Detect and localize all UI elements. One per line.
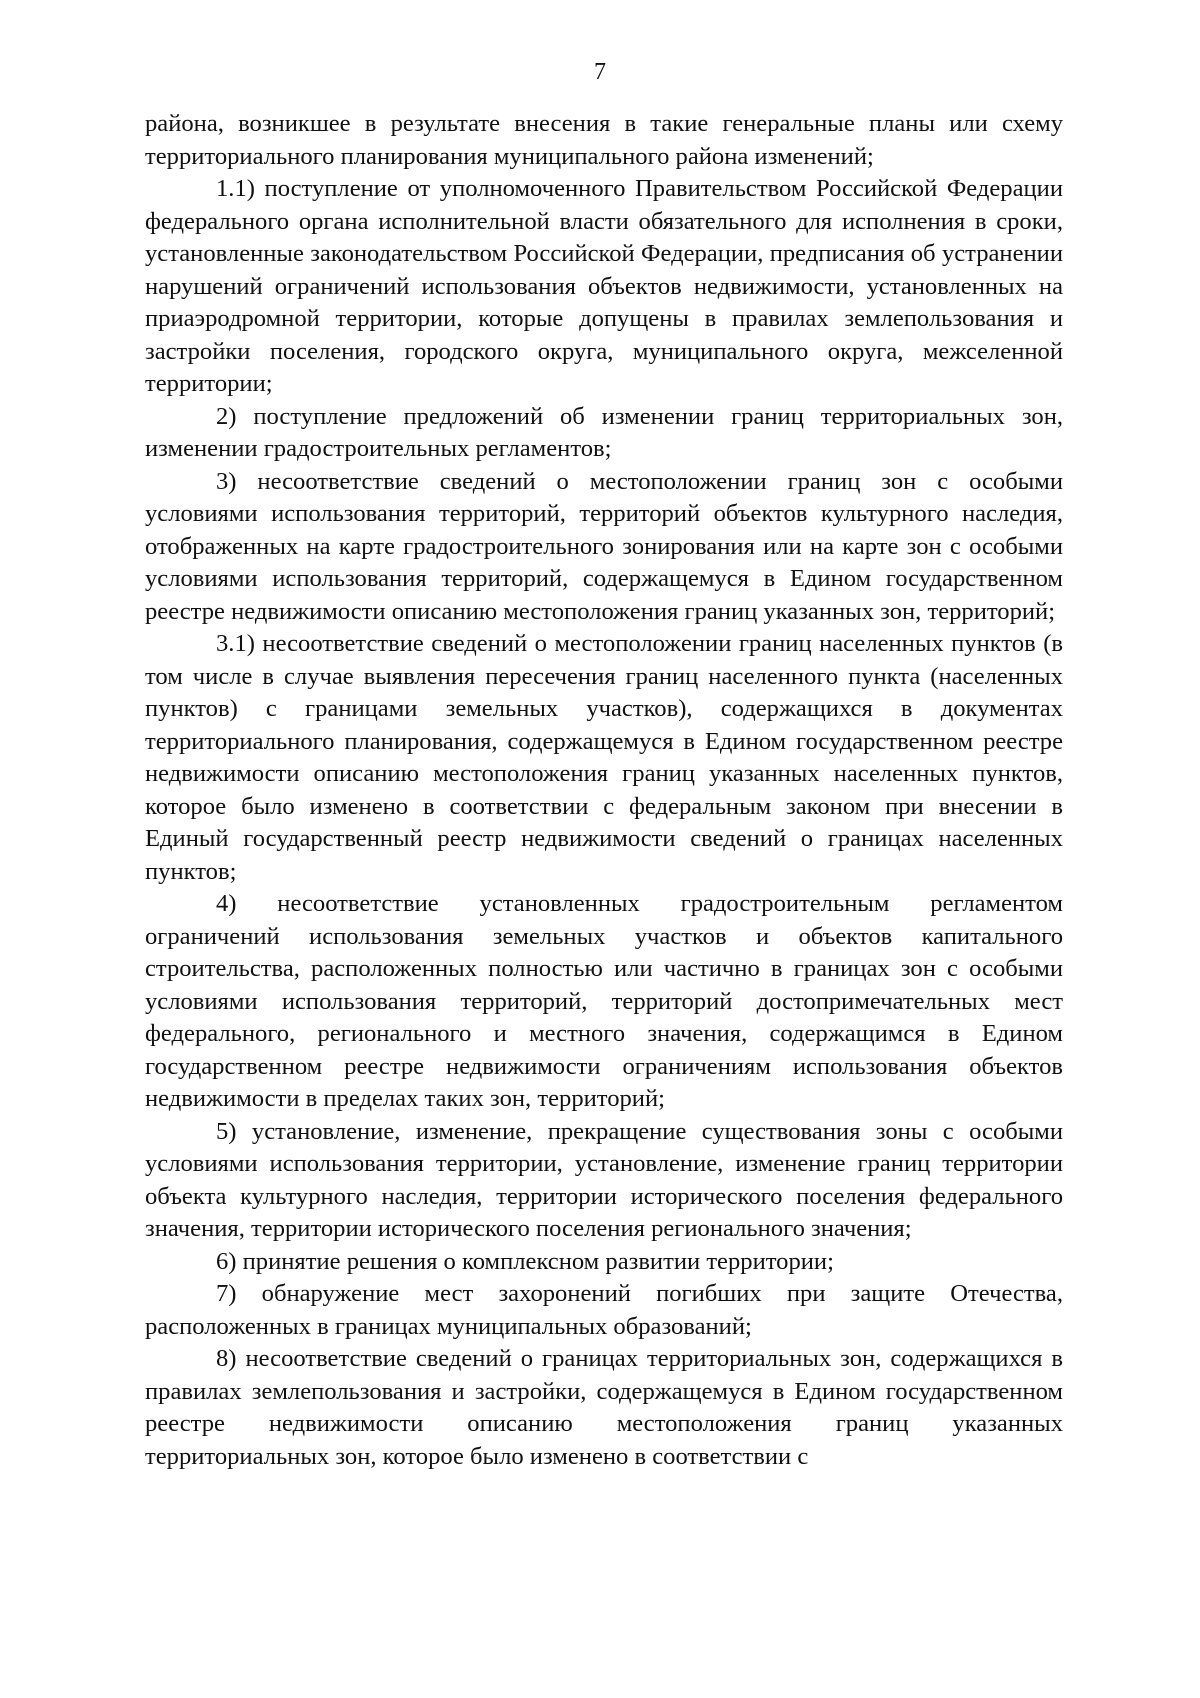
paragraph-continuation: района, возникшее в результате внесения в такие генеральные планы или схему территориального планирования муниципального района изменений; <box>145 110 1063 170</box>
document-body <box>145 108 1063 1473</box>
paragraph-item-7: 7) обнаружение мест захоронений погибших при защите Отечества, расположенных в границах муниципальных образований; <box>145 1280 1063 1340</box>
paragraph-item-4: 4) несоответствие установленных градостроительным регламентом ограничений использования земельных участков и объектов капитального строительства, расположенных полностью или частично в границах зон с особыми условиями использования территорий, территорий достопримечательных мест федерального, регионального и местного значения, содержащимся в Едином государственном реестре недвижимости ограничениям использования объектов недвижимости в пределах таких зон, территорий; <box>145 890 1063 1112</box>
paragraph-item-2: 2) поступление предложений об изменении границ территориальных зон, изменении градостроительных регламентов; <box>145 402 1063 462</box>
page-number: 7 <box>594 59 606 85</box>
paragraph-item-5: 5) установление, изменение, прекращение существования зоны с особыми условиями использования территории, установление, изменение границ территории объекта культурного наследия, территории исторического поселения федерального значения, территории исторического поселения регионального значения; <box>145 1117 1063 1242</box>
paragraph-item-6: 6) принятие решения о комплексном развитии территории; <box>216 1247 834 1275</box>
paragraph-item-3-1: 3.1) несоответствие сведений о местоположении границ населенных пунктов (в том числе в случае выявления пересечения границ населенного пункта (населенных пунктов) с границами земельных участков), содержащихся в документах территориального планирования, содержащемуся в Едином государственном реестре недвижимости описанию местоположения границ указанных населенных пунктов, которое было изменено в соответствии с федеральным законом при внесении в Единый государственный реестр недвижимости сведений о границах населенных пунктов; <box>145 630 1063 885</box>
paragraph-item-3: 3) несоответствие сведений о местоположении границ зон с особыми условиями использования территорий, территорий объектов культурного наследия, отображенных на карте градостроительного зонирования или на карте зон с особыми условиями использования территорий, содержащемуся в Едином государственном реестре недвижимости описанию местоположения границ указанных зон, территорий; <box>145 467 1063 625</box>
paragraph-item-8: 8) несоответствие сведений о границах территориальных зон, содержащихся в правилах землепользования и застройки, содержащемуся в Едином государственном реестре недвижимости описанию местоположения границ указанных территориальных зон, которое было изменено в соответствии с <box>145 1345 1063 1470</box>
paragraph-item-1-1: 1.1) поступление от уполномоченного Правительством Российской Федерации федерального органа исполнительной власти обязательного для исполнения в сроки, установленные законодательством Российской Федерации, предписания об устранении нарушений ограничений использования объектов недвижимости, установленных на приаэродромной территории, которые допущены в правилах землепользования и застройки поселения, городского округа, муниципального округа, межселенной территории; <box>145 175 1063 397</box>
